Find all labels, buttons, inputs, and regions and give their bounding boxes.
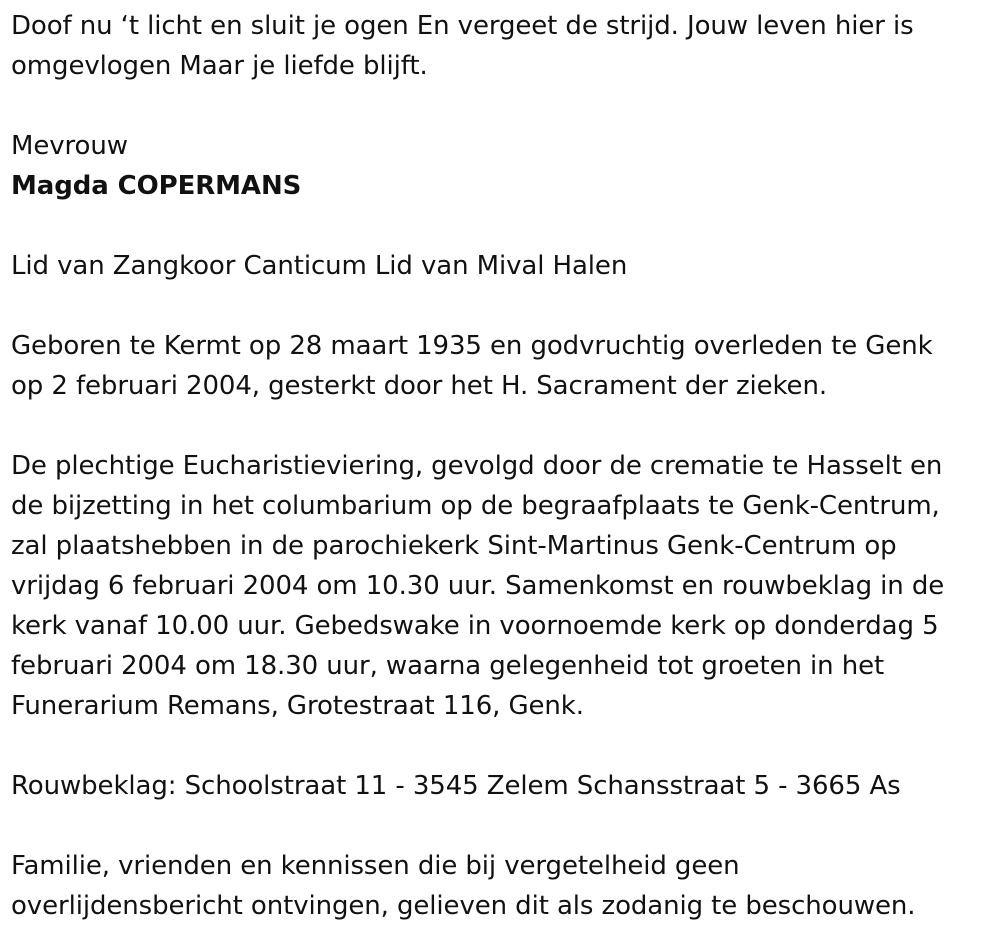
poem-line: omgevlogen Maar je liefde blijft. [11,51,428,81]
ceremony-line: kerk vanaf 10.00 uur. Gebedswake in voornoemde kerk op donderdag 5 [11,611,939,641]
title-label: Mevrouw [11,131,128,161]
paragraph-spacer [11,806,991,846]
paragraph-spacer [11,86,991,126]
ceremony-line: februari 2004 om 18.30 uur, waarna gelegenheid tot groeten in het [11,651,885,681]
poem-line: Doof nu ‘t licht en sluit je ogen En vergeet de strijd. Jouw leven hier is [11,11,914,41]
paragraph-spacer [11,726,991,766]
ceremony-line: Funerarium Remans, Grotestraat 116, Genk. [11,691,584,721]
condolences-line: Rouwbeklag: Schoolstraat 11 - 3545 Zelem Schansstraat 5 - 3665 As [11,771,901,801]
birth-death-line: Geboren te Kermt op 28 maart 1935 en godvruchtig overleden te Genk [11,331,933,361]
deceased-heading [11,126,991,206]
ceremony-paragraph [11,446,991,726]
ceremony-line: de bijzetting in het columbarium op de begraafplaats te Genk-Centrum, [11,491,940,521]
paragraph-spacer [11,286,991,326]
closing-line: overlijdensbericht ontvingen, gelieven dit als zodanig te beschouwen. [11,891,916,921]
memberships-paragraph [11,246,991,286]
birth-death-paragraph [11,326,991,406]
memberships-line: Lid van Zangkoor Canticum Lid van Mival Halen [11,251,628,281]
closing-line: Familie, vrienden en kennissen die bij vergetelheid geen [11,851,740,881]
deceased-name: Magda COPERMANS [11,171,302,201]
poem-paragraph [11,6,991,86]
paragraph-spacer [11,206,991,246]
obituary-document [11,6,991,926]
ceremony-line: zal plaatshebben in de parochiekerk Sint-Martinus Genk-Centrum op [11,531,897,561]
condolences-paragraph [11,766,991,806]
paragraph-spacer [11,406,991,446]
ceremony-line: De plechtige Eucharistieviering, gevolgd door de crematie te Hasselt en [11,451,943,481]
ceremony-line: vrijdag 6 februari 2004 om 10.30 uur. Samenkomst en rouwbeklag in de [11,571,945,601]
birth-death-line: op 2 februari 2004, gesterkt door het H. Sacrament der zieken. [11,371,827,401]
closing-paragraph [11,846,991,926]
